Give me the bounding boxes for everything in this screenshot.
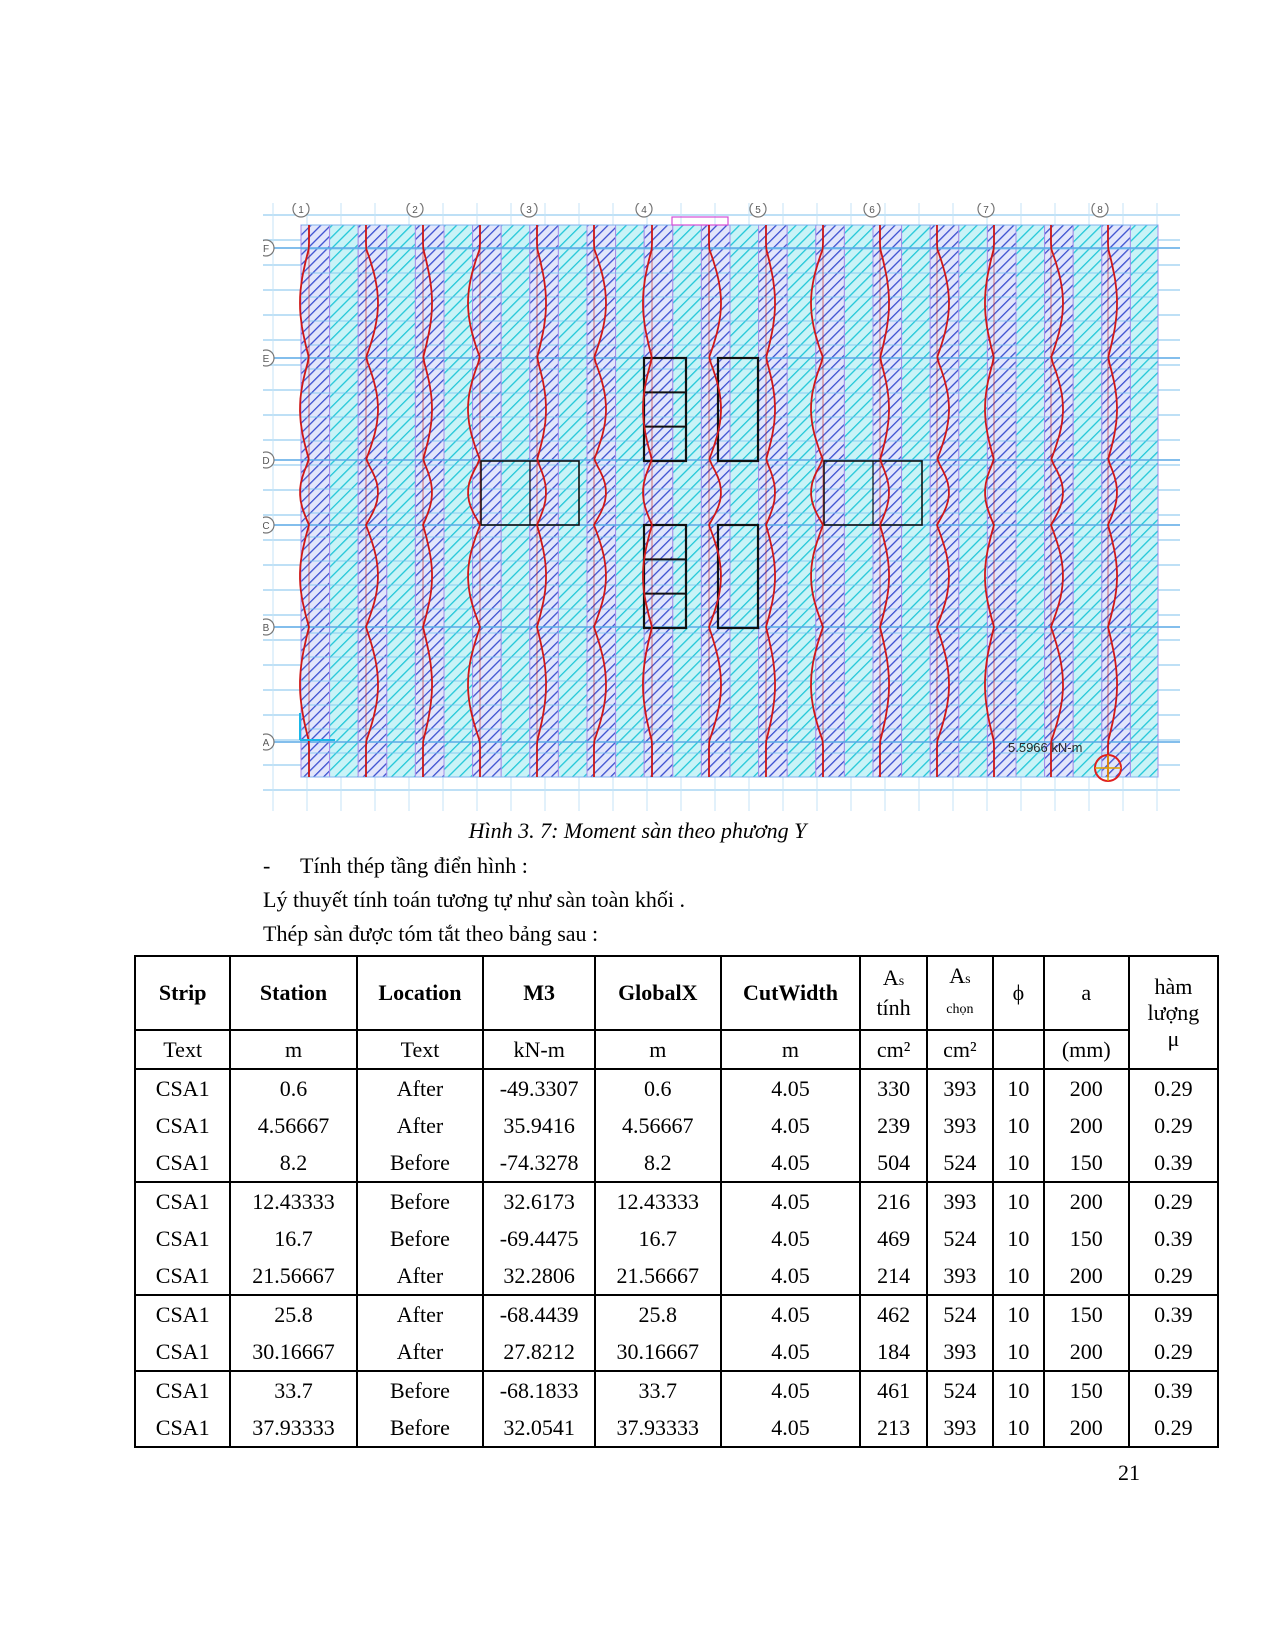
cell-ham-luong: 0.29 xyxy=(1129,1069,1218,1107)
cell-globalx: 16.7 xyxy=(595,1220,720,1257)
cell-location: Before xyxy=(357,1409,483,1447)
cell-strip: CSA1 xyxy=(135,1220,230,1257)
cell-ham-luong: 0.29 xyxy=(1129,1257,1218,1295)
header-location: Location xyxy=(357,956,483,1030)
svg-text:6: 6 xyxy=(869,205,875,216)
cell-globalx: 30.16667 xyxy=(595,1333,720,1371)
cell-location: Before xyxy=(357,1182,483,1220)
cell-a: 200 xyxy=(1044,1182,1129,1220)
cell-a: 200 xyxy=(1044,1257,1129,1295)
table-row xyxy=(135,1257,1218,1295)
cell-location: After xyxy=(357,1069,483,1107)
cell-station: 16.7 xyxy=(230,1220,356,1257)
unit-station: m xyxy=(230,1030,356,1069)
grid-bubble-col xyxy=(750,203,766,217)
svg-text:1: 1 xyxy=(298,205,304,216)
grid-bubble-col xyxy=(636,203,652,217)
header-strip: Strip xyxy=(135,956,230,1030)
table-row xyxy=(135,1182,1218,1220)
header-station: Station xyxy=(230,956,356,1030)
cell-cutwidth: 4.05 xyxy=(721,1409,861,1447)
cell-ham-luong: 0.39 xyxy=(1129,1220,1218,1257)
cell-a: 150 xyxy=(1044,1295,1129,1333)
cell-ham-luong: 0.39 xyxy=(1129,1295,1218,1333)
grid-bubble-col xyxy=(407,203,423,217)
table-row xyxy=(135,1107,1218,1144)
svg-text:2: 2 xyxy=(412,205,418,216)
table-row xyxy=(135,1333,1218,1371)
cell-station: 21.56667 xyxy=(230,1257,356,1295)
grid-bubble-col xyxy=(864,203,880,217)
cell-m3: -68.4439 xyxy=(483,1295,595,1333)
cell-as-chon: 393 xyxy=(927,1333,993,1371)
table-row xyxy=(135,1409,1218,1447)
table-row xyxy=(135,1069,1218,1107)
cell-as-tinh: 214 xyxy=(860,1257,926,1295)
cell-cutwidth: 4.05 xyxy=(721,1295,861,1333)
cell-as-chon: 524 xyxy=(927,1220,993,1257)
cell-strip: CSA1 xyxy=(135,1069,230,1107)
grid-bubble-row xyxy=(263,350,274,366)
svg-text:8: 8 xyxy=(1097,205,1103,216)
units-row xyxy=(135,1030,1218,1069)
cell-phi: 10 xyxy=(993,1257,1044,1295)
unit-strip: Text xyxy=(135,1030,230,1069)
cell-phi: 10 xyxy=(993,1409,1044,1447)
bullet-text: Tính thép tầng điển hình : xyxy=(300,853,528,878)
cell-as-chon: 393 xyxy=(927,1257,993,1295)
cell-cutwidth: 4.05 xyxy=(721,1144,861,1182)
cell-globalx: 0.6 xyxy=(595,1069,720,1107)
cell-as-chon: 393 xyxy=(927,1182,993,1220)
cell-phi: 10 xyxy=(993,1295,1044,1333)
cell-location: After xyxy=(357,1257,483,1295)
cell-as-tinh: 330 xyxy=(860,1069,926,1107)
cell-station: 0.6 xyxy=(230,1069,356,1107)
svg-text:7: 7 xyxy=(983,205,989,216)
table-row xyxy=(135,1144,1218,1182)
header-ham-luong: hàm lượng μ xyxy=(1129,956,1218,1069)
header-phi: ϕ xyxy=(993,956,1044,1030)
cell-globalx: 8.2 xyxy=(595,1144,720,1182)
cell-station: 25.8 xyxy=(230,1295,356,1333)
cell-globalx: 21.56667 xyxy=(595,1257,720,1295)
cell-as-tinh: 239 xyxy=(860,1107,926,1144)
cell-as-chon: 393 xyxy=(927,1409,993,1447)
cell-phi: 10 xyxy=(993,1220,1044,1257)
cell-as-tinh: 469 xyxy=(860,1220,926,1257)
scale-label: 5.5966 kN-m xyxy=(1008,740,1083,755)
cell-station: 30.16667 xyxy=(230,1333,356,1371)
cell-a: 200 xyxy=(1044,1333,1129,1371)
cell-as-chon: 524 xyxy=(927,1295,993,1333)
cell-as-tinh: 504 xyxy=(860,1144,926,1182)
cell-strip: CSA1 xyxy=(135,1257,230,1295)
cell-ham-luong: 0.29 xyxy=(1129,1409,1218,1447)
cell-as-chon: 393 xyxy=(927,1107,993,1144)
table-row xyxy=(135,1220,1218,1257)
grid-bubble-col xyxy=(1092,203,1108,217)
cell-cutwidth: 4.05 xyxy=(721,1069,861,1107)
cell-location: After xyxy=(357,1295,483,1333)
svg-text:E: E xyxy=(263,354,270,365)
theory-paragraph: Lý thuyết tính toán tương tự như sàn toàn khối . xyxy=(263,887,685,912)
cell-as-tinh: 216 xyxy=(860,1182,926,1220)
cell-m3: -74.3278 xyxy=(483,1144,595,1182)
table-body xyxy=(135,1069,1218,1447)
cell-station: 12.43333 xyxy=(230,1182,356,1220)
cell-strip: CSA1 xyxy=(135,1409,230,1447)
bullet-item xyxy=(263,853,528,879)
cell-phi: 10 xyxy=(993,1371,1044,1409)
cell-location: After xyxy=(357,1107,483,1144)
unit-a: (mm) xyxy=(1044,1030,1129,1069)
steel-summary-table xyxy=(134,955,1219,1448)
cell-m3: 32.2806 xyxy=(483,1257,595,1295)
header-as-tinh: As tính xyxy=(860,956,926,1030)
cell-a: 200 xyxy=(1044,1107,1129,1144)
cell-strip: CSA1 xyxy=(135,1144,230,1182)
cell-strip: CSA1 xyxy=(135,1107,230,1144)
unit-m3: kN-m xyxy=(483,1030,595,1069)
header-a: a xyxy=(1044,956,1129,1030)
cell-phi: 10 xyxy=(993,1333,1044,1371)
cell-cutwidth: 4.05 xyxy=(721,1182,861,1220)
cell-cutwidth: 4.05 xyxy=(721,1107,861,1144)
cell-globalx: 25.8 xyxy=(595,1295,720,1333)
cell-a: 150 xyxy=(1044,1144,1129,1182)
cell-ham-luong: 0.29 xyxy=(1129,1182,1218,1220)
cell-a: 200 xyxy=(1044,1409,1129,1447)
cell-globalx: 12.43333 xyxy=(595,1182,720,1220)
cell-phi: 10 xyxy=(993,1069,1044,1107)
bullet-dash: - xyxy=(263,853,271,878)
cell-station: 4.56667 xyxy=(230,1107,356,1144)
cell-as-tinh: 184 xyxy=(860,1333,926,1371)
cell-station: 37.93333 xyxy=(230,1409,356,1447)
cell-ham-luong: 0.39 xyxy=(1129,1144,1218,1182)
grid-bubble-col xyxy=(293,203,309,217)
cell-globalx: 37.93333 xyxy=(595,1409,720,1447)
cell-location: Before xyxy=(357,1371,483,1409)
table-row xyxy=(135,1371,1218,1409)
cell-as-chon: 393 xyxy=(927,1069,993,1107)
cell-globalx: 33.7 xyxy=(595,1371,720,1409)
cell-m3: -68.1833 xyxy=(483,1371,595,1409)
unit-phi xyxy=(993,1030,1044,1069)
unit-as-tinh: cm² xyxy=(860,1030,926,1069)
strip-layer xyxy=(301,225,1158,777)
grid-bubble-row xyxy=(263,619,274,635)
cell-ham-luong: 0.29 xyxy=(1129,1333,1218,1371)
cell-cutwidth: 4.05 xyxy=(721,1371,861,1409)
svg-text:5: 5 xyxy=(755,205,761,216)
cell-m3: 32.0541 xyxy=(483,1409,595,1447)
cell-location: After xyxy=(357,1333,483,1371)
svg-text:4: 4 xyxy=(641,205,647,216)
table-row xyxy=(135,1295,1218,1333)
cell-as-tinh: 213 xyxy=(860,1409,926,1447)
slab-moment-figure xyxy=(263,203,1180,811)
summary-paragraph: Thép sàn được tóm tắt theo bảng sau : xyxy=(263,921,599,946)
cell-m3: 27.8212 xyxy=(483,1333,595,1371)
header-row xyxy=(135,956,1218,1030)
cell-station: 33.7 xyxy=(230,1371,356,1409)
cell-ham-luong: 0.29 xyxy=(1129,1107,1218,1144)
header-globalx: GlobalX xyxy=(595,956,720,1030)
cell-as-chon: 524 xyxy=(927,1144,993,1182)
figure-caption: Hình 3. 7: Moment sàn theo phương Y xyxy=(468,818,807,843)
header-as-chon: As chọn xyxy=(927,956,993,1030)
svg-text:D: D xyxy=(263,456,270,467)
cell-m3: 32.6173 xyxy=(483,1182,595,1220)
svg-text:C: C xyxy=(263,521,270,532)
header-cutwidth: CutWidth xyxy=(721,956,861,1030)
cell-as-tinh: 461 xyxy=(860,1371,926,1409)
cell-cutwidth: 4.05 xyxy=(721,1257,861,1295)
grid-bubble-col xyxy=(978,203,994,217)
cell-ham-luong: 0.39 xyxy=(1129,1371,1218,1409)
unit-as-chon: cm² xyxy=(927,1030,993,1069)
svg-text:A: A xyxy=(263,738,270,749)
unit-globalx: m xyxy=(595,1030,720,1069)
cell-a: 200 xyxy=(1044,1069,1129,1107)
origin-marker-icon xyxy=(1095,755,1121,781)
cell-m3: -69.4475 xyxy=(483,1220,595,1257)
moment-diagram xyxy=(263,203,1180,811)
cell-as-chon: 524 xyxy=(927,1371,993,1409)
cell-m3: -49.3307 xyxy=(483,1069,595,1107)
grid-bubble-row xyxy=(263,734,274,750)
cell-globalx: 4.56667 xyxy=(595,1107,720,1144)
page-number: 21 xyxy=(1118,1460,1140,1485)
svg-text:3: 3 xyxy=(526,205,532,216)
cell-a: 150 xyxy=(1044,1371,1129,1409)
cell-strip: CSA1 xyxy=(135,1333,230,1371)
cell-phi: 10 xyxy=(993,1107,1044,1144)
cell-phi: 10 xyxy=(993,1182,1044,1220)
cell-strip: CSA1 xyxy=(135,1295,230,1333)
unit-cutwidth: m xyxy=(721,1030,861,1069)
svg-text:F: F xyxy=(263,244,270,255)
svg-text:B: B xyxy=(263,623,270,634)
grid-bubble-row xyxy=(263,517,274,533)
cell-cutwidth: 4.05 xyxy=(721,1220,861,1257)
grid-bubble-row xyxy=(263,452,274,468)
cell-a: 150 xyxy=(1044,1220,1129,1257)
cell-strip: CSA1 xyxy=(135,1182,230,1220)
grid-bubble-row xyxy=(263,240,274,256)
cell-strip: CSA1 xyxy=(135,1371,230,1409)
cell-location: Before xyxy=(357,1144,483,1182)
unit-location: Text xyxy=(357,1030,483,1069)
cell-as-tinh: 462 xyxy=(860,1295,926,1333)
header-m3: M3 xyxy=(483,956,595,1030)
cell-cutwidth: 4.05 xyxy=(721,1333,861,1371)
cell-station: 8.2 xyxy=(230,1144,356,1182)
cell-location: Before xyxy=(357,1220,483,1257)
grid-bubble-col xyxy=(521,203,537,217)
cell-phi: 10 xyxy=(993,1144,1044,1182)
cell-m3: 35.9416 xyxy=(483,1107,595,1144)
